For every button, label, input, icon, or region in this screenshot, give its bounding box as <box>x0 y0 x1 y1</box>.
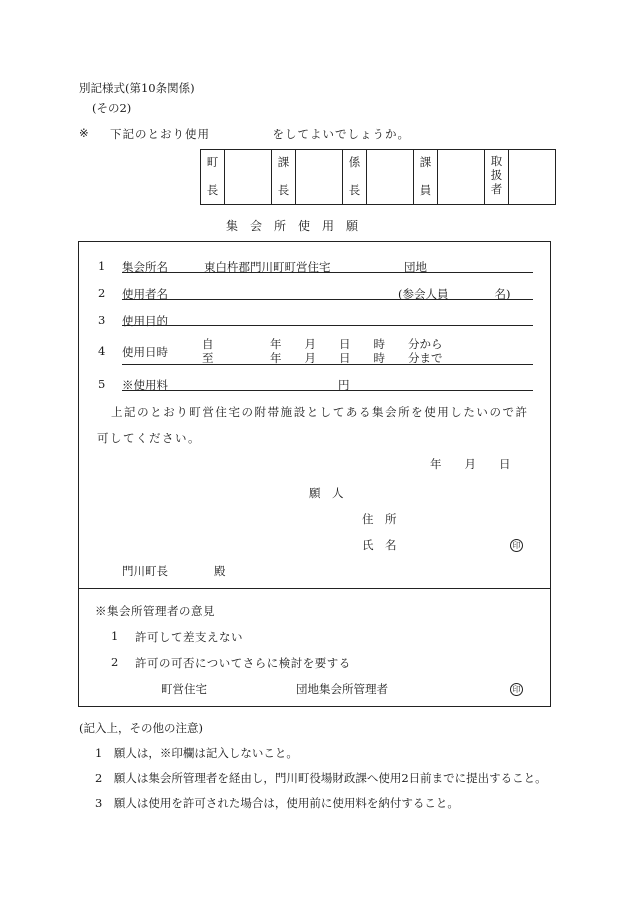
notice-mark: ※ <box>79 126 89 140</box>
seal-icon: 印 <box>510 683 523 696</box>
approval-table <box>200 149 556 205</box>
applicant-name-label: 氏 名 <box>362 538 397 552</box>
row5-number: 5 <box>98 377 106 391</box>
approval-cell-handler[interactable] <box>509 150 556 205</box>
notes-heading: (記入上，その他の注意) <box>79 721 203 735</box>
row1-label: 集会所名 <box>122 260 168 274</box>
row3-number: 3 <box>98 313 106 327</box>
note-1: 1 願人は，※印欄は記入しないこと。 <box>95 746 298 760</box>
approval-cell-subsection-chief[interactable] <box>367 150 414 205</box>
request-text-line2: 可してください。 <box>97 431 201 445</box>
manager-option2-number: 2 <box>111 655 119 669</box>
manager-heading: ※集会所管理者の意見 <box>95 604 215 618</box>
row1-underline <box>122 272 533 273</box>
row3-label: 使用目的 <box>122 314 168 328</box>
note-2: 2 願人は集会所管理者を経由し，門川町役場財政課へ使用2日前までに提出すること。 <box>95 771 547 785</box>
approval-cell-mayor[interactable] <box>225 150 272 205</box>
row1-suffix: 団地 <box>404 260 427 274</box>
row2-label: 使用者名 <box>122 287 168 301</box>
approval-label-handler: 取 扱 者 <box>485 150 509 205</box>
form-reference: 別記様式(第10条関係) <box>79 81 195 95</box>
manager-role: 団地集会所管理者 <box>296 682 388 696</box>
row5-unit: 円 <box>338 378 350 392</box>
form-title: 集 会 所 使 用 願 <box>226 219 359 233</box>
row4-from-prefix: 自 <box>202 337 214 351</box>
approval-label-mayor: 町 長 <box>201 150 225 205</box>
row1-value[interactable]: 東白杵郡門川町町営住宅 <box>204 260 331 274</box>
note-3: 3 願人は使用を許可された場合は，使用前に使用料を納付すること。 <box>95 796 459 810</box>
row3-underline <box>122 325 533 326</box>
manager-option1-number: 1 <box>111 629 119 643</box>
approval-label-staff: 課 員 <box>414 150 438 205</box>
applicant-seal <box>510 537 523 552</box>
manager-option2[interactable]: 許可の可否についてさらに検討を要する <box>135 656 351 670</box>
row2-number: 2 <box>98 286 106 300</box>
manager-option1[interactable]: 許可して差支えない <box>135 630 243 644</box>
form-sub-reference: (その2) <box>92 101 132 115</box>
row1-number: 1 <box>98 259 106 273</box>
approval-label-section-chief: 課 長 <box>272 150 296 205</box>
row5-underline <box>122 390 533 391</box>
row2-suffix[interactable]: (参会人員 名) <box>398 287 511 301</box>
date-line[interactable]: 年 月 日 <box>430 457 511 471</box>
approval-cell-staff[interactable] <box>438 150 485 205</box>
row4-underline <box>122 364 533 365</box>
applicant-address-label: 住 所 <box>362 512 397 526</box>
row4-label: 使用日時 <box>122 345 168 359</box>
row5-label: ※使用料 <box>122 378 168 392</box>
row4-to-prefix: 至 <box>202 351 214 365</box>
row4-from[interactable]: 年 月 日 時 分から <box>270 337 443 351</box>
approval-label-subsection-chief: 係 長 <box>343 150 367 205</box>
applicant-title: 願 人 <box>309 486 344 500</box>
row4-number: 4 <box>98 344 106 358</box>
addressee: 門川町長 殿 <box>122 564 226 578</box>
row4-to[interactable]: 年 月 日 時 分まで <box>270 351 443 365</box>
request-text-line1: 上記のとおり町営住宅の附帯施設としてある集会所を使用したいので許 <box>111 405 529 419</box>
approval-cell-section-chief[interactable] <box>296 150 343 205</box>
notice-text: 下記のとおり使用 をしてよいでしょうか。 <box>110 127 410 141</box>
manager-housing: 町営住宅 <box>161 682 207 696</box>
row2-underline <box>122 299 533 300</box>
manager-seal <box>510 681 523 696</box>
seal-icon: 印 <box>510 539 523 552</box>
